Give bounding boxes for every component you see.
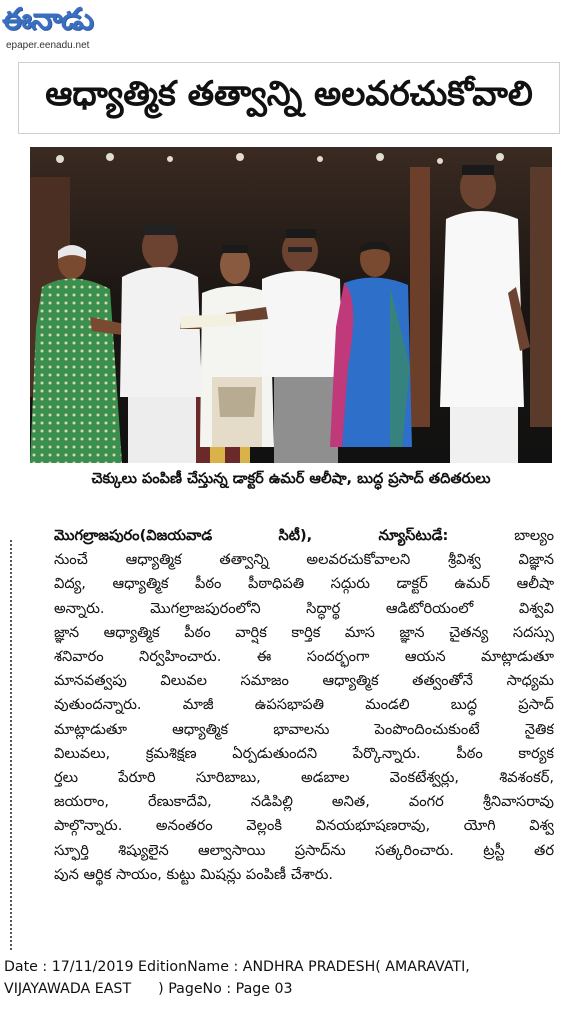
article-line: మాట్లాడుతూ ఆధ్యాత్మిక భావాలను పెంపొందించుకుంటే నైతిక (54, 720, 554, 738)
article-line: శనివారం నిర్వహించారు. ఈ సందర్భంగా ఆయన మాట్లాడుతూ (54, 648, 554, 666)
article-line: బాల్యం (514, 527, 554, 544)
article-body (54, 524, 554, 887)
masthead (2, 2, 152, 54)
article-line: జ్ఞాన ఆధ్యాత్మిక పీఠం వార్షిక కార్తిక మాస జ్ఞాన చైతన్య సదస్సు (54, 623, 554, 641)
epaper-url[interactable]: epaper.eenadu.net (6, 40, 90, 51)
article-line-last: పున ఆర్థిక సాయం, కుట్టు మిషన్లు పంపిణీ చేశారు. (54, 865, 334, 883)
article-line: స్ఫూర్తి శిష్యులైన ఆల్వాసాయి ప్రసాద్‌ను సత్కరించారు. ట్రస్టీ తర (54, 841, 554, 859)
article-line: మానవత్వపు విలువల సమాజం ఆధ్యాత్మిక తత్వంతోనే సాధ్యమ (54, 672, 554, 690)
article-line: అన్నారు. మొగల్రాజపురంలోని సిద్ధార్థ ఆడిటోరియంలో విశ్వవి (54, 599, 554, 617)
footer-date-edition: Date : 17/11/2019 EditionName : ANDHRA PRADESH( AMARAVATI, (4, 959, 470, 975)
article-line: విలువలు, క్రమశిక్షణ ఏర్పడుతుందని పేర్కొన్నారు. పీఠం కార్యక (54, 744, 554, 762)
article-line: పాల్గొన్నారు. అనంతరం వెల్లంకి వినయభూషణరావు, యోగి విశ్వ (54, 817, 554, 835)
headline-box (18, 62, 560, 134)
article-first-line (54, 524, 554, 548)
article-line: నుంచే ఆధ్యాత్మిక తత్వాన్ని అలవరచుకోవాలని శ్రీవిశ్వ విజ్ఞాన (54, 551, 554, 569)
article-headline: ఆధ్యాత్మిక తత్వాన్ని అలవరచుకోవాలి (45, 74, 533, 114)
article-photo (30, 147, 552, 463)
article-line: విద్య, ఆధ్యాత్మిక పీఠం పీఠాధిపతి సద్గురు డాక్టర్ ఉమర్ ఆలీషా (54, 575, 554, 593)
article-line: జయరాం, రేణుకాదేవి, నడిపిల్లి అనిత, వంగర శ్రీనివాసరావు (54, 793, 554, 811)
article-dateline: మొగల్రాజపురం(విజయవాడ సిటీ), న్యూస్‌టుడే: (54, 527, 449, 544)
newspaper-logo[interactable]: ఈనాడు (2, 2, 93, 37)
pillar-right (410, 167, 430, 427)
photo-illustration (30, 147, 552, 463)
column-rule (10, 540, 12, 950)
footer-page-number: VIJAYAWADA EAST ) PageNo : Page 03 (4, 981, 293, 997)
article-line: వుతుందన్నారు. మాజీ ఉపసభాపతి మండలి బుద్ధ ప్రసాద్ (54, 696, 554, 714)
article-line: ర్తలు పేరూరి సూరిబాబు, అడబాల వెంకటేశ్వర్లు, శివశంకర్, (54, 769, 554, 787)
edition-footer (4, 956, 574, 1000)
photo-caption: చెక్కులు పంపిణీ చేస్తున్న డాక్టర్ ఉమర్ ఆలీషా, బుద్ధ ప్రసాద్ తదితరులు (91, 471, 491, 487)
